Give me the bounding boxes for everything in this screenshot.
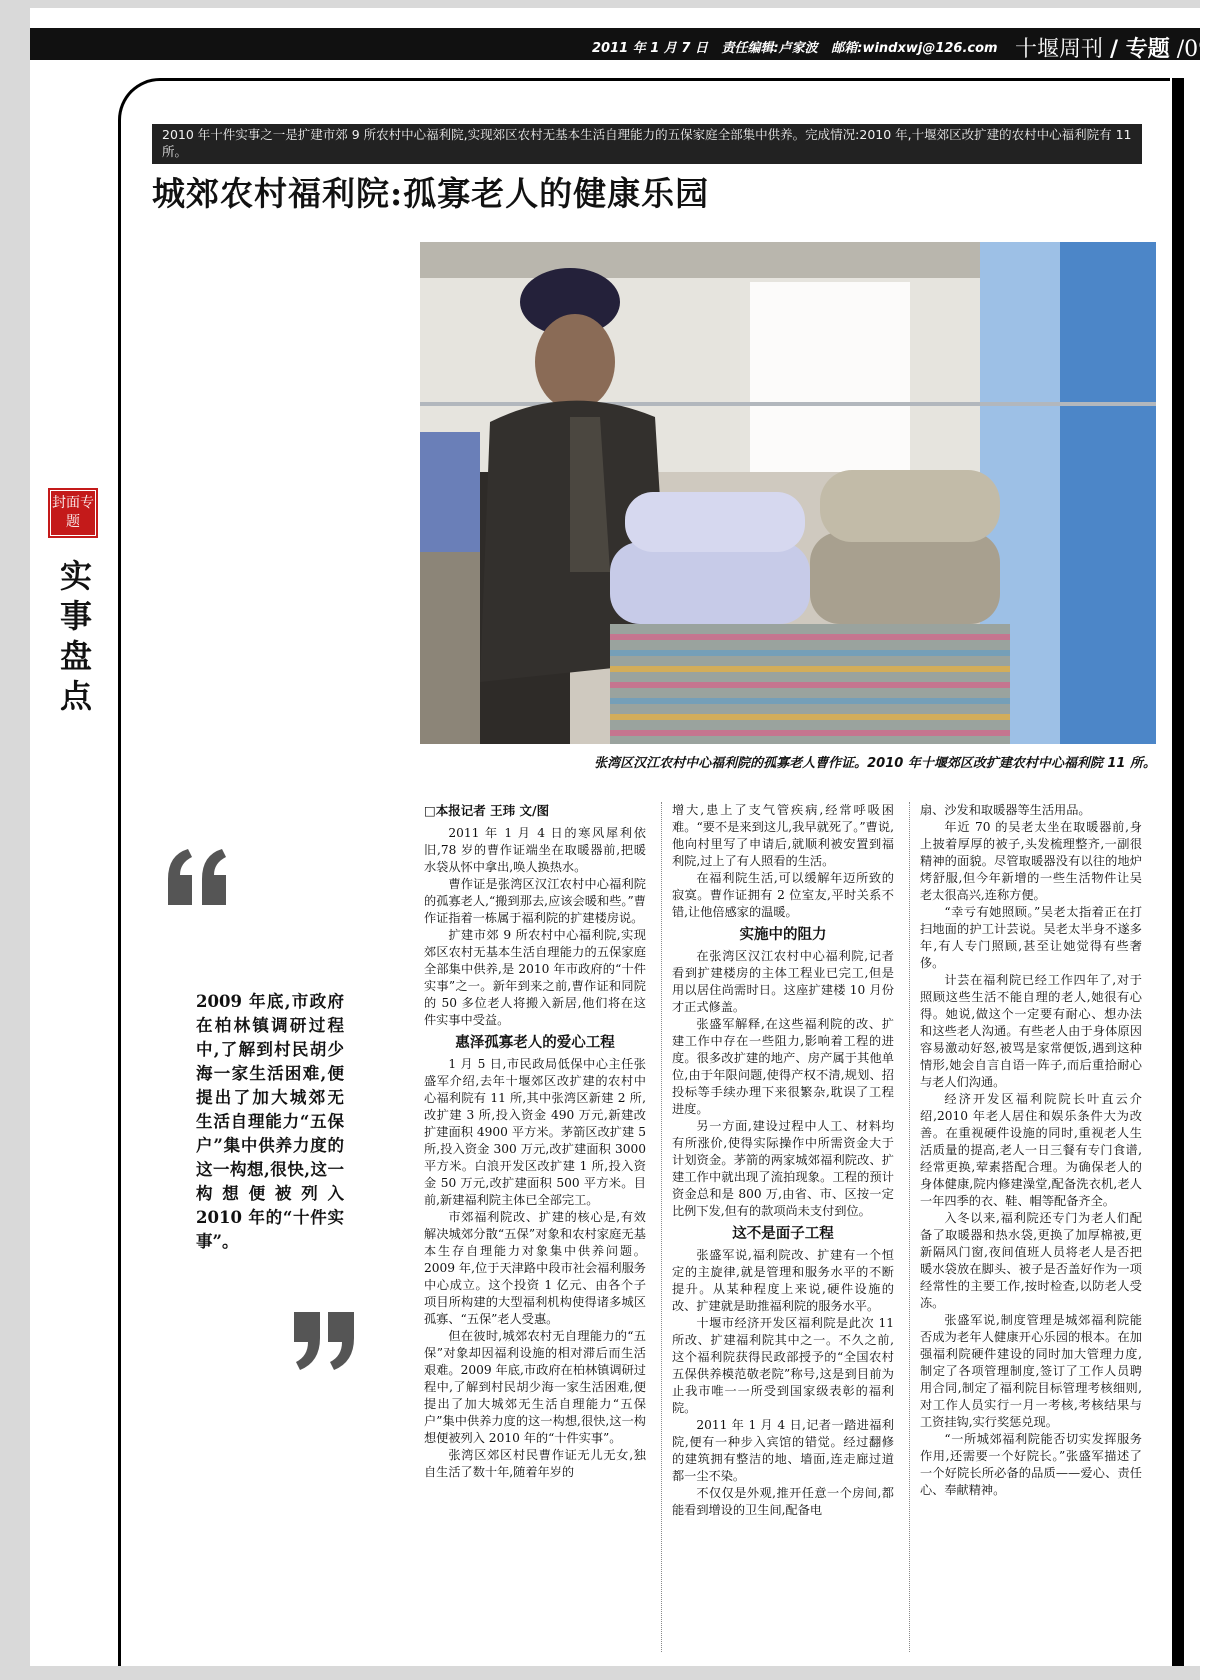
article-column-3 (920, 802, 1142, 1654)
editor: 责任编辑:卢家波 (721, 41, 818, 56)
page-frame-bottom (0, 1666, 1200, 1680)
section-tag: 封面专题 (48, 488, 98, 538)
email: 邮箱:windxwj@126.com (831, 41, 998, 56)
paragraph: 在张湾区汉江农村中心福利院,记者看到扩建楼房的主体工程业已完工,但是用以居住尚需时日。这座扩建楼 10 月份才正式修盖。 (672, 949, 894, 1014)
paragraph: 但在彼时,城郊农村无自理能力的“五保”对象却因福利设施的相对滞后而生活艰难。2009 年底,市政府在柏林镇调研过程中,了解到村民胡少海一家生活困难,便提出了加大城郊无生活自理能力“五保户”集中供养力度的这一构想,很快,这一构想便被列入 2010 年的“十件实事”。 (424, 1329, 646, 1445)
article-column-1 (424, 802, 646, 1654)
page-frame-left (0, 0, 30, 1680)
masthead-meta (592, 37, 998, 56)
issue-date: 2011 年 1 月 7 日 (592, 41, 708, 56)
byline: □本报记者 王玮 文/图 (424, 803, 550, 818)
section-title: 实事盘点 (59, 557, 92, 715)
subheading: 实施中的阻力 (739, 927, 827, 943)
paragraph: 扩建市郊 9 所农村中心福利院,实现郊区农村无基本生活自理能力的五保家庭全部集中供养,是 2010 年市政府的“十件实事”之一。新年到来之前,曹作证和同院的 50 多位老人将搬入新居,他们将在这件实事中受益。 (424, 928, 646, 1027)
paragraph: 曹作证是张湾区汉江农村中心福利院的孤寡老人,“搬到那去,应该会暖和些。”曹作证指着一栋属于福利院的扩建楼房说。 (424, 877, 646, 925)
paragraph: 入冬以来,福利院还专门为老人们配备了取暖器和热水袋,更换了加厚棉被,更新隔风门窗,夜间值班人员将老人是否把暖水袋放在脚头、被子是否盖好作为一项经常性的主要工作,按时检查,以防老人受冻。 (920, 1211, 1142, 1310)
photo-caption: 张湾区汉江农村中心福利院的孤寡老人曹作证。2010 年十堰郊区改扩建农村中心福利院 11 所。 (594, 756, 1156, 771)
masthead (30, 28, 1212, 62)
paragraph: 市郊福利院改、扩建的核心是,有效解决城郊分散“五保”对象和农村家庭无基本生存自理能力对象集中供养问题。2009 年,位于天津路中段市社会福利服务中心成立。这个投资 1 亿元、由各个子项目所构建的大型福利机构使得诸多城区孤寡、“五保”老人受惠。 (424, 1210, 646, 1326)
paragraph: 张盛军说,制度管理是城郊福利院能否成为老年人健康开心乐园的根本。在加强福利院硬件建设的同时加大管理力度,制定了各项管理制度,签订了工作人员聘用合同,制定了福利院目标管理考核细则,对工作人员实行一月一考核,考核结果与工资挂钩,实行奖惩兑现。 (920, 1313, 1142, 1429)
close-quote-icon (290, 1308, 360, 1378)
subheading: 惠泽孤寡老人的爱心工程 (455, 1035, 615, 1051)
photo-elderly-man-with-quilts (420, 242, 1156, 744)
paragraph: 计芸在福利院已经工作四年了,对于照顾这些生活不能自理的老人,她很有心得。她说,做这个一定要有耐心、想办法和这些老人沟通。有些老人由于身体原因容易激动好怒,被骂是家常便饭,遇到这种情形,她会自言自语一阵子,而后重拾耐心与老人们沟通。 (920, 973, 1142, 1089)
paragraph: 1 月 5 日,市民政局低保中心主任张盛军介绍,去年十堰郊区改扩建的农村中心福利院有 11 所,其中张湾区新建 2 所,改扩建 3 所,投入资金 490 万元,新建改扩建面积 4900 平方米。茅箭区改扩建 5 所,投入资金 300 万元,改扩建面积 3000 平方米。白浪开发区改扩建 1 所,投入资金 50 万元,改扩建面积 500 平方米。目前,新建福利院主体已全部完工。 (424, 1057, 646, 1207)
page-frame-top (0, 0, 1200, 8)
publication-title: 十堰周刊 / 专题 /09 (1015, 36, 1212, 62)
publication-name: 十堰周刊 (1015, 37, 1104, 62)
paragraph: 张湾区郊区村民曹作证无儿无女,独自生活了数十年,随着年岁的 (424, 1448, 646, 1479)
paragraph: “一所城郊福利院能否切实发挥服务作用,还需要一个好院长。”张盛军描述了一个好院长所必备的品质——爱心、责任心、奉献精神。 (920, 1432, 1142, 1497)
article-photo (420, 242, 1156, 744)
paragraph: 十堰市经济开发区福利院是此次 11 所改、扩建福利院其中之一。不久之前,这个福利院获得民政部授予的“全国农村五保供养模范敬老院”称号,这是到目前为止我市唯一一所受到国家级表彰的福利院。 (672, 1316, 894, 1415)
paragraph: 经济开发区福利院院长叶直云介绍,2010 年老人居住和娱乐条件大为改善。在重视硬件设施的同时,重视老人生活质量的提高,老人一日三餐有专门食谱,经常更换,荤素搭配合理。为确保老人的身体健康,院内修建澡堂,配备洗衣机,老人一年四季的衣、鞋、帽等配备齐全。 (920, 1092, 1142, 1208)
headline: 城郊农村福利院:孤寡老人的健康乐园 (152, 174, 710, 213)
column-rule-1 (661, 802, 662, 1652)
paragraph: 张盛军解释,在这些福利院的改、扩建工作中存在一些阻力,影响着工程的进度。很多改扩建的地产、房产属于其他单位,由于年限问题,使得产权不清,规划、招投标等手续办理下来很繁杂,耽误了工程进度。 (672, 1017, 894, 1116)
paragraph: “幸亏有她照顾。”吴老太指着正在打扫地面的护工计芸说。吴老太半身不遂多年,有人专门照顾,甚至让她觉得有些奢侈。 (920, 905, 1142, 970)
paragraph: 扇、沙发和取暖器等生活用品。 (920, 803, 1091, 817)
column-rule-2 (909, 802, 910, 1652)
page-number: 09 (1184, 37, 1212, 62)
intro-summary: 2010 年十件实事之一是扩建市郊 9 所农村中心福利院,实现郊区农村无基本生活自理能力的五保家庭全部集中供养。完成情况:2010 年,十堰郊区改扩建的农村中心福利院有 11 所。 (152, 124, 1142, 164)
paragraph: 年近 70 的吴老太坐在取暖器前,身上披着厚厚的被子,头发梳理整齐,一副很精神的面貌。尽管取暖器没有以往的地炉烤舒服,但今年新增的一些生活物件让吴老太很高兴,连称方便。 (920, 820, 1142, 902)
paragraph: 增大,患上了支气管疾病,经常呼吸困难。“要不是来到这儿,我早就死了。”曹说,他向村里写了申请后,就顺利被安置到福利院,过上了有人照看的生活。 (672, 803, 894, 868)
article-column-2 (672, 802, 894, 1654)
pull-quote: 2009 年底,市政府在柏林镇调研过程中,了解到村民胡少海一家生活困难,便提出了加大城郊无生活自理能力“五保户”集中供养力度的这一构想,很快,这一构想便被列入 2010 年的“十件实事”。 (196, 992, 344, 1251)
paragraph: 不仅仅是外观,推开任意一个房间,都能看到增设的卫生间,配备电 (672, 1486, 894, 1517)
section-name: 专题 (1125, 36, 1170, 62)
open-quote-icon (164, 845, 234, 915)
paragraph: 在福利院生活,可以缓解年迈所致的寂寞。曹作证拥有 2 位室友,平时关系不错,让他倍感家的温暖。 (672, 871, 894, 919)
article-frame-right-bar (1172, 78, 1184, 1666)
paragraph: 2011 年 1 月 4 日,记者一踏进福利院,便有一种步入宾馆的错觉。经过翻修的建筑拥有整洁的地、墙面,连走廊过道都一尘不染。 (672, 1418, 894, 1483)
subheading: 这不是面子工程 (732, 1226, 834, 1242)
paragraph: 另一方面,建设过程中人工、材料均有所涨价,使得实际操作中所需资金大于计划资金。茅箭的两家城郊福利院改、扩建工作中就出现了流拍现象。工程的预计资金总和是 800 万,由省、市、区按一定比例下发,但有的款项尚未支付到位。 (672, 1119, 894, 1218)
paragraph: 张盛军说,福利院改、扩建有一个恒定的主旋律,就是管理和服务水平的不断提升。从某种程度上来说,硬件设施的改、扩建就是助推福利院的服务水平。 (672, 1248, 894, 1313)
paragraph: 2011 年 1 月 4 日的寒风犀利依旧,78 岁的曹作证端坐在取暖器前,把暖水袋从怀中拿出,唤人换热水。 (424, 826, 646, 874)
